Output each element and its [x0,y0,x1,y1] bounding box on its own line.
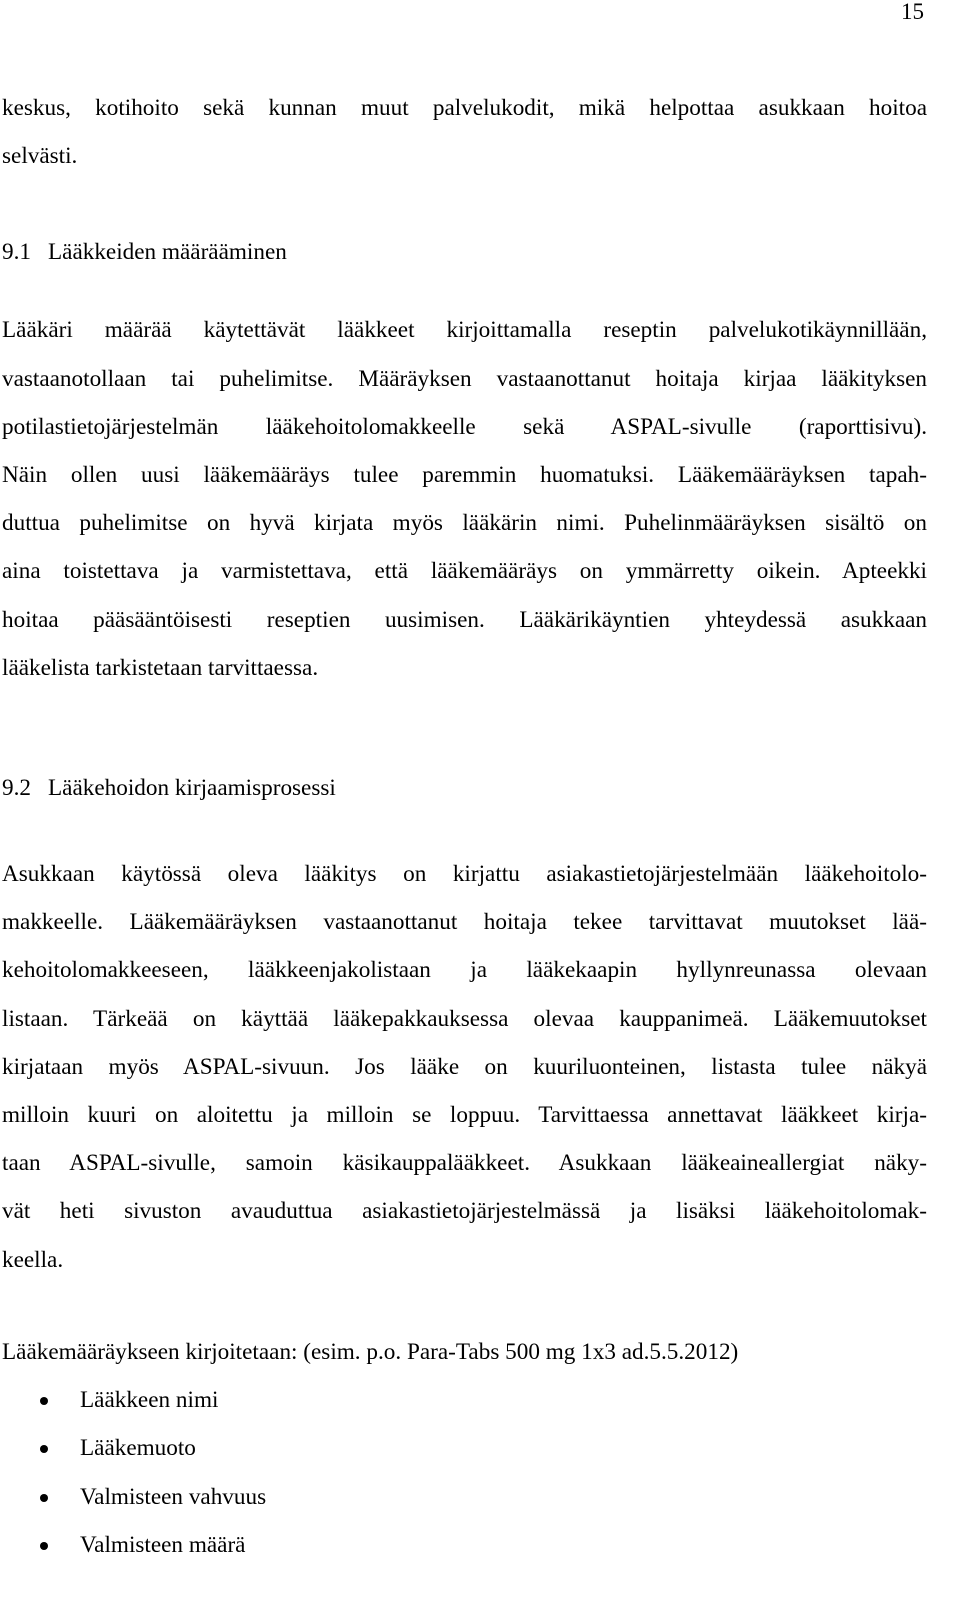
list-item-label: Valmisteen määrä [80,1531,246,1558]
text-line: Lääkäri määrää käytettävät lääkkeet kirjoittamalla reseptin palvelukotikäynnillään, [2,317,927,344]
text-line: aina toistettava ja varmistettava, että lääkemääräys on ymmärretty oikein. Apteekki [2,558,927,585]
bullet-icon [40,1542,48,1550]
list-item-label: Valmisteen vahvuus [80,1483,267,1510]
text-line: milloin kuuri on aloitettu ja milloin se loppuu. Tarvittaessa annettavat lääkkeet kirja- [2,1102,927,1129]
list-item [2,1473,927,1521]
text-line: vastaanotollaan tai puhelimitse. Määräyksen vastaanottanut hoitaja kirjaa lääkityksen [2,365,927,392]
spacer [2,276,927,306]
section-title: Lääkehoidon kirjaamisprosessi [48,775,336,802]
section-title: Lääkkeiden määrääminen [48,239,287,266]
text-line: potilastietojärjestelmän lääkehoitolomakkeelle sekä ASPAL-sivulle (raporttisivu). [2,413,927,440]
prescription-intro [2,1328,927,1376]
list-item [2,1521,927,1569]
text-line: Asukkaan käytössä oleva lääkitys on kirjattu asiakastietojärjestelmään lääkehoitolo- [2,861,927,888]
section-heading-9-2 [2,764,927,812]
text-line: Näin ollen uusi lääkemääräys tulee paremmin huomatuksi. Lääkemääräyksen tapah- [2,462,927,489]
text-line: hoitaa pääsääntöisesti reseptien uusimisen. Lääkärikäyntien yhteydessä asukkaan [2,606,927,633]
text-line: kirjataan myös ASPAL-sivuun. Jos lääke on kuuriluonteinen, listasta tulee näkyä [2,1053,927,1080]
text-line: duttua puhelimitse on hyvä kirjata myös lääkärin nimi. Puhelinmääräyksen sisältö on [2,510,927,537]
list-item [2,1376,927,1424]
spacer [2,1284,927,1328]
text-line: keella. [2,1246,64,1273]
page-number: 15 [901,0,924,24]
bullet-icon [40,1445,48,1453]
section-9-2-paragraph [2,850,927,1284]
spacer [2,812,927,850]
page-content [2,84,927,1569]
text-line: makkeelle. Lääkemääräyksen vastaanottanut hoitaja tekee tarvittavat muutokset lää- [2,909,927,936]
text-line: selvästi. [2,143,78,170]
bullet-icon [40,1494,48,1502]
text-line: keskus, kotihoito sekä kunnan muut palvelukodit, mikä helpottaa asukkaan hoitoa [2,95,927,121]
section-heading-9-1 [2,228,927,276]
spacer [2,692,927,764]
intro-paragraph [2,84,927,180]
bullet-icon [40,1397,48,1405]
text-line: Lääkemääräykseen kirjoitetaan: (esim. p.o. Para-Tabs 500 mg 1x3 ad.5.5.2012) [2,1338,739,1365]
section-number: 9.2 [2,775,31,802]
text-line: taan ASPAL-sivulle, samoin käsikauppalääkkeet. Asukkaan lääkeaineallergiat näky- [2,1150,927,1177]
text-line: kehoitolomakkeeseen, lääkkeenjakolistaan ja lääkekaapin hyllynreunassa olevaan [2,957,927,984]
text-line: vät heti sivuston avauduttua asiakastietojärjestelmässä ja lisäksi lääkehoitolomak- [2,1198,927,1225]
prescription-list [2,1376,927,1569]
text-line: lääkelista tarkistetaan tarvittaessa. [2,654,319,681]
text-line: listaan. Tärkeää on käyttää lääkepakkauksessa olevaa kauppanimeä. Lääkemuutokset [2,1005,927,1032]
section-9-1-paragraph [2,306,927,692]
list-item-label: Lääkemuoto [80,1435,196,1462]
list-item-label: Lääkkeen nimi [80,1387,219,1414]
section-number: 9.1 [2,239,31,266]
list-item [2,1424,927,1472]
spacer [2,180,927,228]
